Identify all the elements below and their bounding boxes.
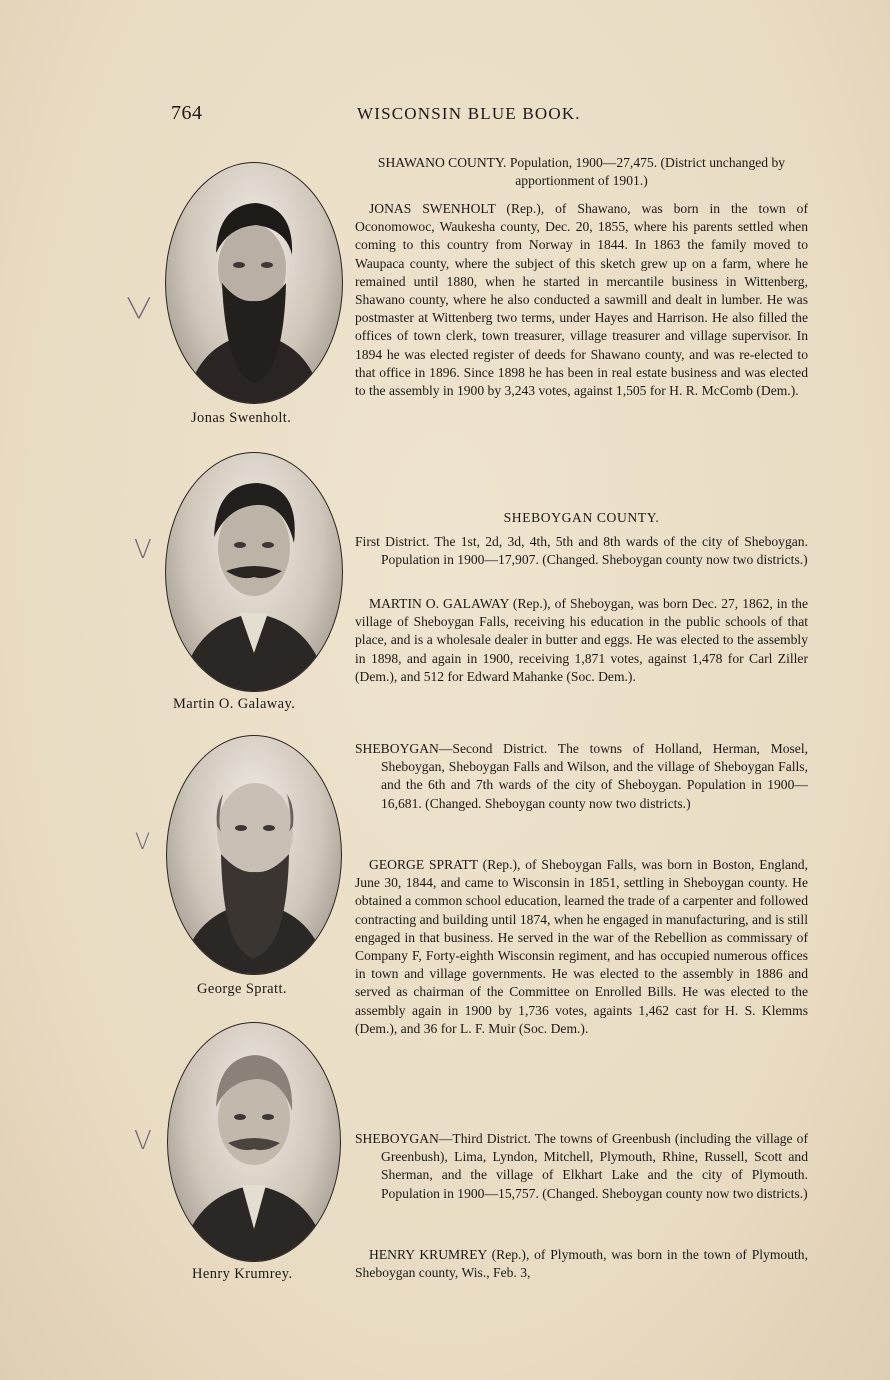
krumrey-biography — [355, 1246, 808, 1282]
bearded-man-portrait-image — [167, 736, 341, 974]
biography-text: MARTIN O. GALAWAY (Rep.), of Sheboygan, was born Dec. 27, 1862, in the village of Sheboygan Falls, receiving his education in the public schools of that place, and is a wholesale dealer in butter and eggs. He was elected to the assembly in 1898, and again in 1900, receiving 1,871 votes, against 1,478 for Carl Ziller (Dem.), and 512 for Edward Mahanke (Soc. Dem.). — [355, 596, 808, 684]
margin-check-mark: V — [134, 1126, 152, 1156]
portrait-george-spratt — [166, 735, 342, 975]
sheboygan-third-district — [355, 1130, 808, 1203]
portrait-caption: George Spratt. — [197, 981, 287, 997]
portrait-jonas-swenholt — [165, 162, 343, 404]
bearded-man-portrait-image — [166, 163, 342, 403]
swenholt-biography — [355, 200, 808, 400]
mustached-man-portrait-image — [168, 1023, 340, 1261]
sheboygan-first-district — [355, 533, 808, 569]
shawano-heading — [355, 154, 808, 190]
galaway-biography — [355, 595, 808, 686]
portrait-caption: Henry Krumrey. — [192, 1266, 293, 1282]
county-heading-text: SHAWANO COUNTY. Population, 1900—27,475. (District unchanged by apportionment of 1901.) — [377, 155, 786, 189]
biography-text: HENRY KRUMREY (Rep.), of Plymouth, was born in the town of Plymouth, Sheboygan county, Wis., Feb. 3, — [355, 1247, 808, 1281]
page-number: 764 — [171, 102, 203, 124]
county-title-text: SHEBOYGAN COUNTY. — [503, 510, 660, 525]
portrait-caption: Martin O. Galaway. — [173, 696, 296, 712]
margin-check-mark: ╲╱ — [128, 298, 150, 319]
biography-text: JONAS SWENHOLT (Rep.), of Shawano, was born in the town of Oconomowoc, Waukesha county, Dec. 20, 1855, where his parents settled when coming to this country from Norway in 1844. In 1863 the family moved to Waupaca county, where the subject of this sketch grew up on a farm, where he remained until 1880, when he started in mercantile business in Wittenberg, Shawano county, where he also conducted a sawmill and dealt in lumber. He was postmaster at Wittenberg two terms, under Hayes and Harrison. He also filled the offices of town clerk, town treasurer, village treasurer and village supervisor. In 1894 he was elected register of deeds for Shawano county, and was re-elected to that office in 1896. Since 1898 he has been in real estate business and was elected to the assembly in 1900 by 3,243 votes, against 1,505 for H. R. McComb (Dem.). — [355, 201, 808, 399]
portrait-caption: Jonas Swenholt. — [191, 410, 292, 426]
portrait-henry-krumrey — [167, 1022, 341, 1262]
running-title: WISCONSIN BLUE BOOK. — [357, 104, 581, 123]
district-description: First District. The 1st, 2d, 3d, 4th, 5th and 8th wards of the city of Sheboygan. Population in 1900—17,907. (Changed. Sheboygan county now two districts.) — [355, 534, 808, 568]
portrait-martin-galaway — [165, 452, 343, 692]
district-description: SHEBOYGAN—Third District. The towns of Greenbush (including the village of Greenbush), Lima, Lyndon, Mitchell, Plymouth, Rhine, Russell, Scott and Sherman, and the village of Elkhart Lake and the city of Plymouth. Population in 1900—15,757. (Changed. Sheboygan county now two districts.) — [355, 1131, 808, 1201]
sheboygan-second-district — [355, 740, 808, 813]
spratt-biography — [355, 856, 808, 1038]
biography-text: GEORGE SPRATT (Rep.), of Sheboygan Falls, was born in Boston, England, June 30, 1844, and came to Wisconsin in 1851, settling in Sheboygan county. He obtained a common school education, learned the trade of a carpenter and followed contracting and building until 1874, when he engaged in manufacturing, and is still engaged in that business. He served in the war of the Rebellion as commissary of Company F, Forty-eighth Wisconsin regiment, and has occupied numerous offices in town and village governments. He was elected to the assembly in 1886 and served as chairman of the Committee on Enrolled Bills. He was elected to the assembly again in 1900 by 1,736 votes, againts 1,462 cast for H. S. Klemms (Dem.), and 36 for L. F. Muir (Soc. Dem.). — [355, 857, 808, 1036]
margin-check-mark: V — [134, 535, 152, 565]
margin-check-mark: V — [135, 830, 151, 855]
mustached-man-portrait-image — [166, 453, 342, 691]
district-description: SHEBOYGAN—Second District. The towns of Holland, Herman, Mosel, Sheboygan, Sheboygan Falls and Wilson, and the village of Sheboygan Falls, and the 6th and 7th wards of the city of Sheboygan. Population in 1900—16,681. (Changed. Sheboygan county now two districts.) — [355, 741, 808, 811]
sheboygan-county-title — [355, 509, 808, 527]
